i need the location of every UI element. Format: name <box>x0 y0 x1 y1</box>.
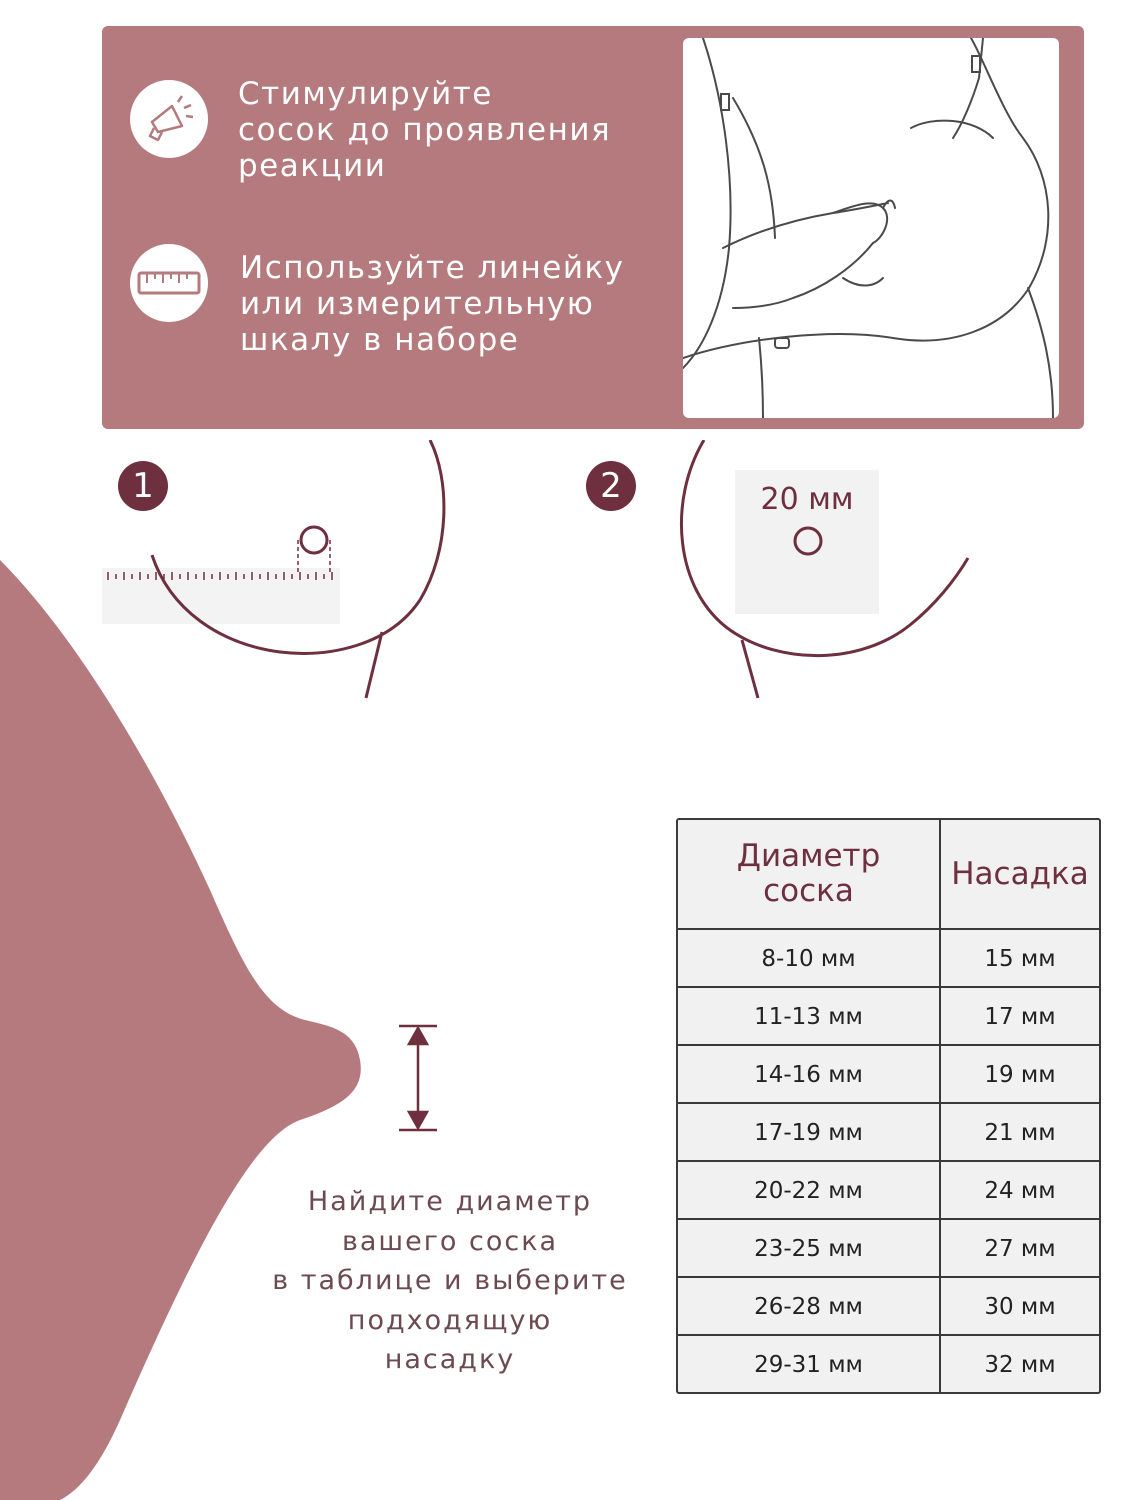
diameter-cell: 17-19 мм <box>678 1104 941 1162</box>
attachment-cell: 17 мм <box>984 1004 1056 1030</box>
illustration-photo <box>683 38 1059 418</box>
table-row <box>678 1218 1099 1278</box>
table-row <box>678 986 1099 1046</box>
tip-ruler-text: Используйте линейку или измерительную шкалу в наборе <box>240 250 625 358</box>
megaphone-icon <box>130 80 208 158</box>
table-header <box>678 820 1099 928</box>
attachment-cell: 24 мм <box>984 1178 1056 1204</box>
tip-stimulate-text: Стимулируйте сосок до проявления реакции <box>238 76 612 184</box>
table-row <box>678 1102 1099 1162</box>
measurement-value: 20 мм <box>760 482 854 517</box>
ruler-icon <box>130 244 208 322</box>
step-1-badge: 1 <box>118 461 168 511</box>
step-2-illustration <box>670 440 990 700</box>
table-row <box>678 1334 1099 1394</box>
attachment-cell: 19 мм <box>984 1062 1056 1088</box>
step-2-badge: 2 <box>586 461 636 511</box>
diameter-cell: 20-22 мм <box>678 1162 941 1220</box>
header-attachment: Насадка <box>951 855 1089 892</box>
diameter-cell: 29-31 мм <box>678 1336 941 1394</box>
attachment-cell: 30 мм <box>984 1294 1056 1320</box>
diameter-cell: 11-13 мм <box>678 988 941 1046</box>
tips-banner <box>102 26 1084 429</box>
header-diameter: Диаметр соска <box>678 820 941 928</box>
diameter-cell: 26-28 мм <box>678 1278 941 1336</box>
size-table <box>676 818 1101 1394</box>
attachment-cell: 27 мм <box>984 1236 1056 1262</box>
diameter-cell: 8-10 мм <box>678 930 941 988</box>
instruction-text: Найдите диаметр вашего соска в таблице и выберите подходящую насадку <box>272 1186 628 1375</box>
diameter-cell: 23-25 мм <box>678 1220 941 1278</box>
attachment-cell: 32 мм <box>984 1352 1056 1378</box>
table-row <box>678 928 1099 988</box>
table-row <box>678 1276 1099 1336</box>
diameter-cell: 14-16 мм <box>678 1046 941 1104</box>
diameter-arrow-icon <box>395 1020 445 1140</box>
attachment-cell: 15 мм <box>984 946 1056 972</box>
table-row <box>678 1044 1099 1104</box>
table-row <box>678 1160 1099 1220</box>
attachment-cell: 21 мм <box>984 1120 1056 1146</box>
